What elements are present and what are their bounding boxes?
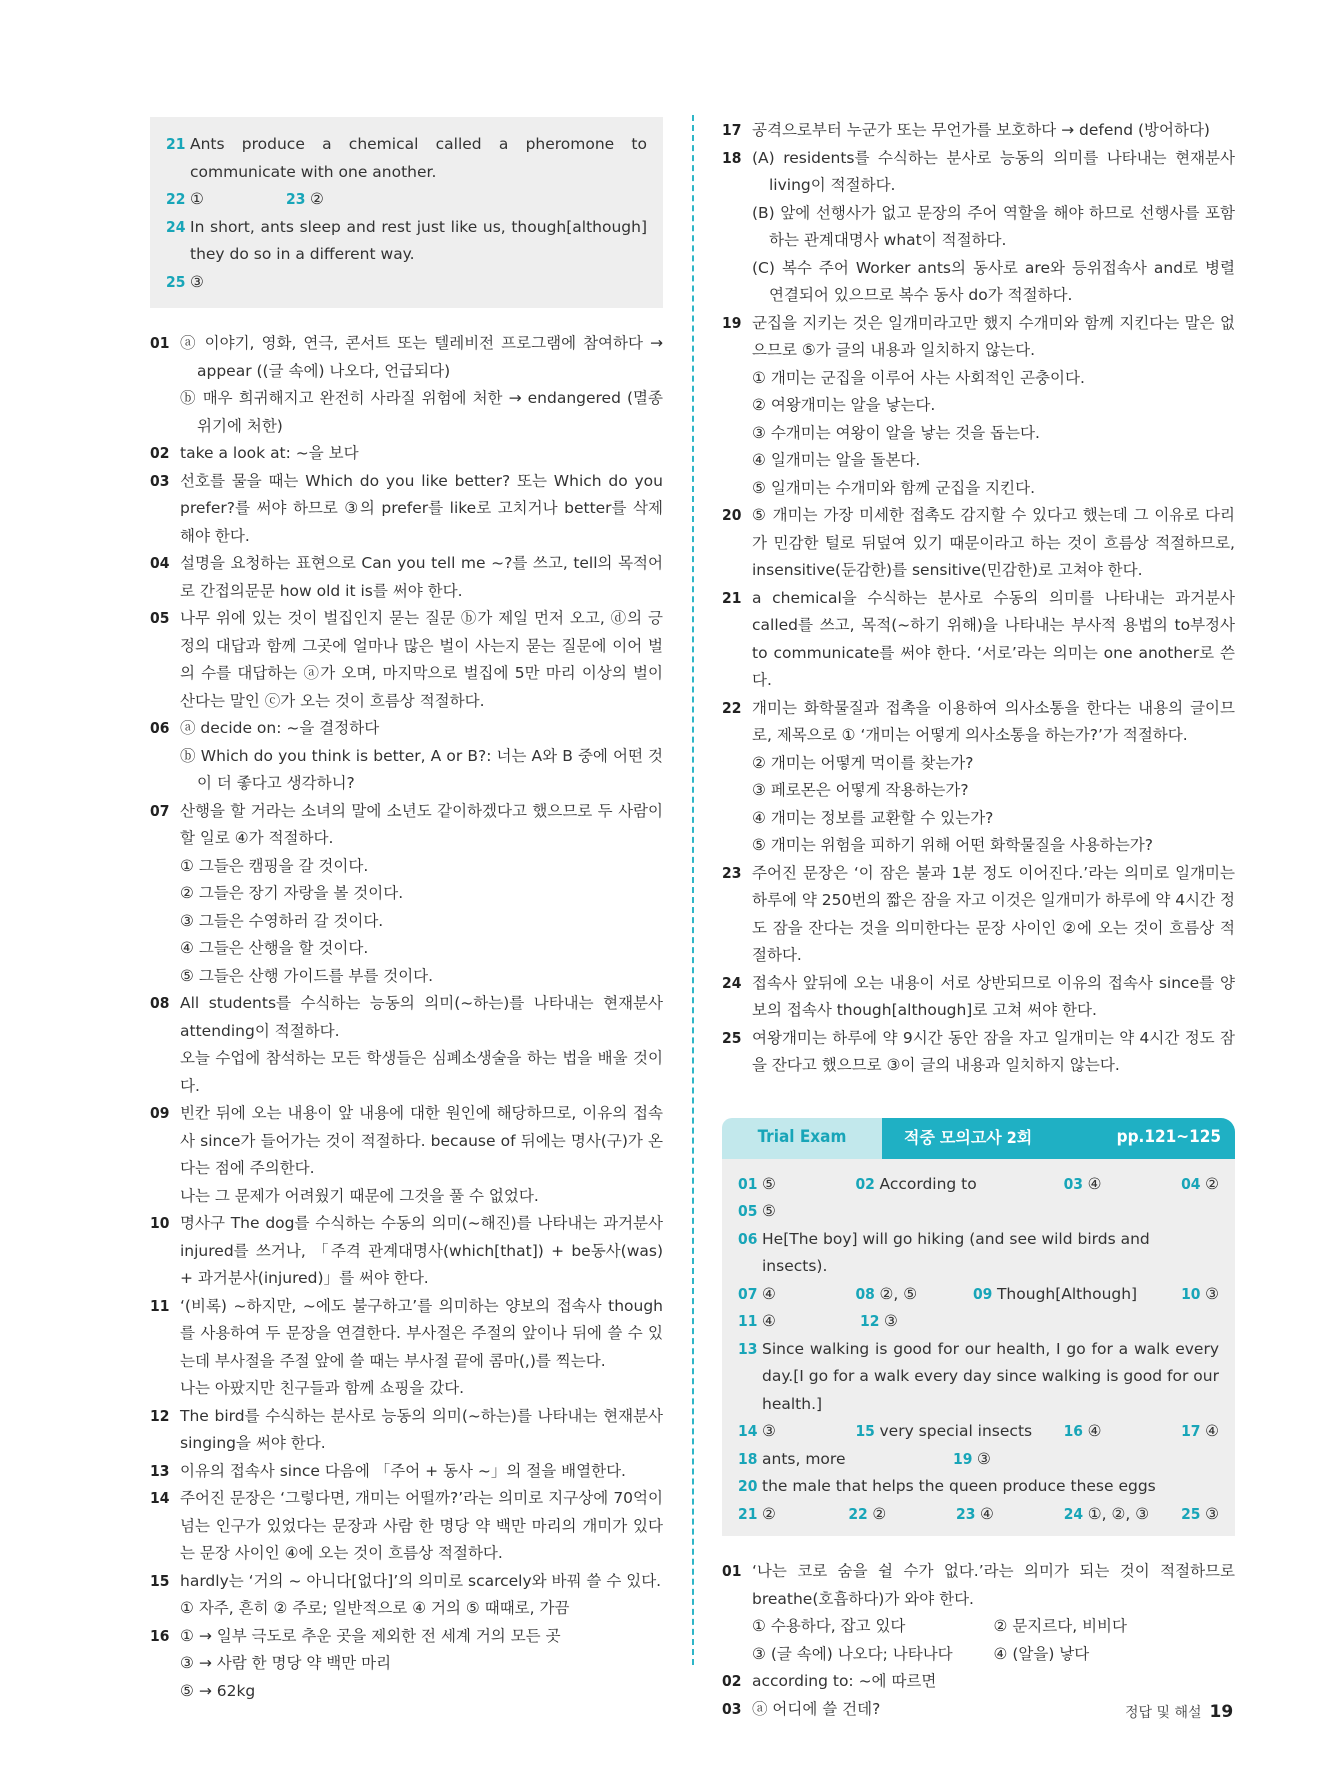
explanation-13	[150, 1458, 663, 1486]
item-number: 04	[150, 554, 170, 572]
explanation-03	[150, 468, 663, 551]
item-number: 03	[722, 1699, 742, 1718]
answer-number: 13	[738, 1339, 758, 1358]
left-column	[150, 117, 663, 1705]
explanation-11	[150, 1293, 663, 1403]
explanation-text: 주어진 문장은 ‘그렇다면, 개미는 어떨까?’라는 의미로 지구상에 70억이 넘는 인구가 있었다는 문장과 사람 한 명당 약 백만 마리의 개미가 있다는 문장 사이인 ④에 오는 것이 흐름상 적절하다.	[180, 1489, 663, 1562]
answer-number: 19	[953, 1449, 973, 1468]
option-line: ② 개미는 어떻게 먹이를 찾는가?	[752, 753, 974, 772]
trial-answer-row	[738, 1473, 1219, 1501]
trial-answer-15	[855, 1418, 1063, 1446]
answer-number: 01	[738, 1174, 758, 1193]
explanation-line: (A) residents를 수식하는 분사로 능동의 의미를 나타내는 현재분사 living이 적절하다.	[752, 148, 1235, 194]
answer-text: Ants produce a chemical called a pheromone to communicate with one another.	[190, 135, 647, 181]
translation-line: 나는 그 문제가 어려웠기 때문에 그것을 풀 수 없었다.	[180, 1186, 539, 1205]
item-number: 16	[150, 1626, 170, 1645]
answer-value: ③	[977, 1449, 991, 1468]
trial-answer-03	[1064, 1171, 1181, 1199]
option-line: ① → 일부 극도로 추운 곳을 제외한 전 세계 거의 모든 곳	[180, 1626, 561, 1645]
trial-explanation-01	[722, 1558, 1235, 1668]
trial-answer-14	[738, 1418, 855, 1446]
explanation-05	[150, 605, 663, 715]
trial-answer-row	[738, 1281, 1219, 1309]
answer-value: ③	[884, 1312, 898, 1330]
explanation-06	[150, 715, 663, 798]
explanation-15	[150, 1568, 663, 1623]
answer-value: ②	[762, 1504, 776, 1523]
answer-number: 14	[738, 1422, 758, 1440]
answer-number: 25	[1181, 1504, 1201, 1523]
trial-exam-header	[722, 1118, 1235, 1159]
page-number: 19	[1209, 1702, 1234, 1722]
trial-answer-row	[738, 1336, 1219, 1419]
translation-line: 오늘 수업에 참석하는 모든 학생들은 심폐소생술을 하는 법을 배울 것이다.	[180, 1049, 663, 1095]
option-line: ③ 그들은 수영하러 갈 것이다.	[180, 911, 384, 930]
explanation-25	[722, 1025, 1235, 1080]
answer-number: 10	[1181, 1284, 1201, 1303]
summary-answer-24	[166, 214, 647, 269]
explanation-text: 명사구 The dog를 수식하는 수동의 의미(~해진)를 나타내는 과거분사 injured를 쓰거나, 「주격 관계대명사(which[that]) + be동사(was) + 과거분사(injured)」를 써야 한다.	[180, 1214, 663, 1287]
item-number: 13	[150, 1461, 170, 1480]
answer-summary-box	[150, 117, 663, 308]
explanation-08	[150, 990, 663, 1100]
trial-answer-box	[722, 1159, 1235, 1537]
explanation-line: ⓐ decide on: ~을 결정하다	[180, 719, 380, 737]
item-number: 18	[722, 148, 742, 167]
explanation-text: 주어진 문장은 ‘이 잠은 불과 1분 정도 이어진다.’라는 의미로 일개미는 하루에 약 250번의 짧은 잠을 자고 이것은 일개미가 하루에 약 4시간 정도 잠을 잔다는 것을 의미한다는 문장 사이인 ②에 오는 것이 흐름상 적절하다.	[752, 863, 1235, 964]
answer-number: 21	[166, 135, 186, 153]
answer-number: 22	[166, 190, 186, 208]
item-number: 14	[150, 1489, 170, 1507]
answer-value: He[The boy] will go hiking (and see wild birds and insects).	[762, 1229, 1150, 1275]
explanation-10	[150, 1210, 663, 1293]
trial-answer-04	[1181, 1171, 1219, 1199]
answer-number: 24	[1063, 1504, 1084, 1523]
column-divider	[692, 115, 694, 1665]
trial-exam-pages: pp.121~125	[1116, 1127, 1221, 1148]
option-line: ⑤ 그들은 산행 가이드를 부를 것이다.	[180, 966, 434, 985]
option-line: ② 그들은 장기 자랑을 볼 것이다.	[180, 884, 404, 902]
answer-number: 22	[848, 1504, 868, 1523]
option-line: ⑤ 일개미는 수개미와 함께 군집을 지킨다.	[752, 478, 1036, 497]
option-line: ② 문지르다, 비비다	[993, 1617, 1127, 1635]
explanation-line: ⓑ Which do you think is better, A or B?: 너는 A와 B 중에 어떤 것이 더 좋다고 생각하니?	[180, 746, 663, 792]
explanation-09	[150, 1100, 663, 1210]
explanation-text: take a look at: ~을 보다	[180, 444, 359, 462]
trial-answer-24	[1064, 1501, 1181, 1529]
explanation-text: a chemical을 수식하는 분사로 수동의 의미를 나타내는 과거분사 called를 쓰고, 목적(~하기 위해)을 나타내는 부사적 용법의 to부정사 to communicate를 써야 한다. ‘서로’라는 의미는 one another로 쓴다.	[752, 588, 1235, 689]
trial-answer-row	[738, 1501, 1219, 1529]
summary-answer-25	[166, 269, 647, 297]
answer-number: 05	[738, 1202, 758, 1220]
item-number: 08	[150, 994, 170, 1012]
explanation-line: (B) 앞에 선행사가 없고 문장의 주어 역할을 해야 하므로 선행사를 포함하는 관계대명사 what이 적절하다.	[752, 203, 1235, 249]
explanation-text: The bird를 수식하는 분사로 능동의 의미(~하는)를 나타내는 현재분사 singing을 써야 한다.	[180, 1406, 663, 1452]
trial-answer-11	[738, 1308, 860, 1336]
answer-text: In short, ants sleep and rest just like us, though[although] they do so in a different way.	[190, 217, 647, 263]
trial-answer-02	[855, 1171, 1063, 1199]
explanation-text: ⓐ 어디에 쓸 건데?	[752, 1699, 881, 1718]
explanation-text: 설명을 요청하는 표현으로 Can you tell me ~?를 쓰고, tell의 목적어로 간접의문문 how old it is를 써야 한다.	[180, 554, 663, 600]
explanation-14	[150, 1485, 663, 1568]
answer-value: ④	[1087, 1174, 1102, 1193]
answer-number: 20	[738, 1477, 758, 1495]
answer-number: 15	[855, 1422, 875, 1440]
answer-number: 07	[738, 1284, 758, 1303]
item-number: 12	[150, 1406, 170, 1425]
item-number: 07	[150, 801, 170, 820]
item-number: 11	[150, 1296, 170, 1315]
option-line: ④ (알을) 낳다	[993, 1644, 1090, 1663]
explanation-01	[150, 330, 663, 440]
trial-exam-title: 적중 모의고사 2회	[904, 1128, 1033, 1148]
trial-exam-label: Trial Exam	[722, 1118, 882, 1159]
explanation-02	[150, 440, 663, 468]
item-number: 21	[722, 588, 742, 607]
answer-number: 17	[1181, 1422, 1201, 1440]
item-number: 01	[150, 334, 170, 352]
trial-answer-row	[738, 1308, 1219, 1336]
item-number: 09	[150, 1104, 170, 1122]
answer-value: ①, ②, ③	[1087, 1504, 1150, 1523]
option-line: ② 여왕개미는 알을 낳는다.	[752, 396, 936, 414]
trial-exam-title-bar	[882, 1118, 1235, 1159]
trial-answer-05	[738, 1198, 776, 1226]
trial-answer-row	[738, 1226, 1219, 1281]
explanation-20	[722, 502, 1235, 585]
trial-answer-22	[848, 1501, 956, 1529]
option-line: ① 개미는 군집을 이루어 사는 사회적인 곤충이다.	[752, 368, 1085, 387]
explanation-04	[150, 550, 663, 605]
explanation-19	[722, 310, 1235, 503]
trial-answer-row	[738, 1198, 1219, 1226]
option-line: ③ → 사람 한 명당 약 백만 마리	[180, 1654, 392, 1672]
answer-value: ④	[762, 1312, 776, 1330]
answer-number: 18	[738, 1449, 758, 1468]
answer-value: ③	[190, 272, 204, 291]
explanation-text: 여왕개미는 하루에 약 9시간 동안 잠을 자고 일개미는 약 4시간 정도 잠을 잔다고 했으므로 ③이 글의 내용과 일치하지 않는다.	[752, 1028, 1235, 1074]
answer-number: 12	[860, 1312, 880, 1330]
explanation-line: ⓐ 이야기, 영화, 연극, 콘서트 또는 텔레비전 프로그램에 참여하다 → appear ((글 속에) 나오다, 언급되다)	[180, 334, 663, 380]
item-number: 02	[722, 1672, 742, 1690]
item-number: 10	[150, 1214, 170, 1232]
trial-answer-23	[956, 1501, 1064, 1529]
answer-value: According to	[879, 1174, 977, 1193]
item-number: 15	[150, 1571, 170, 1590]
item-number: 24	[722, 973, 742, 992]
explanation-24	[722, 970, 1235, 1025]
explanation-text: 이유의 접속사 since 다음에 「주어 + 동사 ~」의 절을 배열한다.	[180, 1461, 626, 1480]
trial-answer-18	[738, 1446, 953, 1474]
translation-line: 나는 아팠지만 친구들과 함께 쇼핑을 갔다.	[180, 1379, 465, 1397]
trial-answer-row	[738, 1171, 1219, 1199]
answer-number: 25	[166, 272, 186, 291]
option-line: ⑤ → 62kg	[180, 1681, 256, 1700]
answer-value: very special insects	[879, 1422, 1033, 1440]
explanation-17	[722, 117, 1235, 145]
explanation-07	[150, 798, 663, 991]
answer-value: the male that helps the queen produce these eggs	[762, 1477, 1156, 1495]
answer-value: ④	[762, 1284, 776, 1303]
answer-value: ②, ⑤	[879, 1284, 918, 1303]
page-footer	[1125, 1702, 1233, 1722]
explanation-text: 빈칸 뒤에 오는 내용이 앞 내용에 대한 원인에 해당하므로, 이유의 접속사 since가 들어가는 것이 적절하다. because of 뒤에는 명사(구)가 온다는 점에 주의한다.	[180, 1104, 663, 1177]
answer-number: 16	[1063, 1422, 1083, 1440]
trial-answer-25	[1181, 1501, 1219, 1529]
answer-number: 24	[166, 217, 186, 236]
answer-value: ④	[1087, 1422, 1102, 1440]
trial-answer-17	[1181, 1418, 1219, 1446]
explanation-text: 공격으로부터 누군가 또는 무언가를 보호하다 → defend (방어하다)	[752, 121, 1210, 139]
option-row	[752, 1641, 1235, 1669]
answer-value: ②	[310, 190, 324, 208]
explanation-text: All students를 수식하는 능동의 의미(~하는)를 나타내는 현재분사 attending이 적절하다.	[180, 994, 663, 1040]
item-number: 05	[150, 609, 170, 627]
item-number: 22	[722, 698, 742, 717]
item-number: 17	[722, 121, 742, 139]
answer-number: 23	[956, 1504, 976, 1523]
item-number: 23	[722, 863, 742, 882]
explanation-text: 접속사 앞뒤에 오는 내용이 서로 상반되므로 이유의 접속사 since를 양보의 접속사 though[although]로 고쳐 써야 한다.	[752, 973, 1235, 1019]
explanation-line: ⓑ 매우 희귀해지고 완전히 사라질 위험에 처한 → endangered (멸종 위기에 처한)	[180, 389, 663, 435]
explanation-text: ‘나는 코로 숨을 쉴 수가 없다.’라는 의미가 되는 것이 적절하므로 breathe(호흡하다)가 와야 한다.	[752, 1562, 1235, 1608]
explanation-21	[722, 585, 1235, 695]
answer-value: ②	[1205, 1174, 1219, 1193]
answer-value: ③	[1205, 1284, 1219, 1303]
item-number: 19	[722, 313, 742, 332]
trial-answer-09	[973, 1281, 1181, 1309]
summary-answer-22	[166, 186, 286, 214]
answer-number: 03	[1063, 1174, 1083, 1193]
explanation-line: (C) 복수 주어 Worker ants의 동사로 are와 등위접속사 and로 병렬 연결되어 있으므로 복수 동사 do가 적절하다.	[752, 258, 1235, 304]
explanation-text: according to: ~에 따르면	[752, 1672, 937, 1690]
item-number: 25	[722, 1028, 742, 1047]
explanation-22	[722, 695, 1235, 860]
item-number: 06	[150, 719, 170, 737]
item-number: 01	[722, 1562, 742, 1580]
answer-value: ③	[1205, 1504, 1219, 1523]
explanation-16	[150, 1623, 663, 1706]
option-line: ③ (글 속에) 나오다; 나타나다	[752, 1644, 953, 1663]
explanation-text: 군집을 지키는 것은 일개미라고만 했지 수개미와 함께 지킨다는 말은 없으므로 ⑤가 글의 내용과 일치하지 않는다.	[752, 313, 1235, 359]
summary-answer-21	[166, 131, 647, 186]
trial-answer-13	[738, 1336, 1219, 1419]
option-line: ⑤ 개미는 위험을 피하기 위해 어떤 화학물질을 사용하는가?	[752, 836, 1153, 854]
explanation-23	[722, 860, 1235, 970]
trial-answer-20	[738, 1473, 1156, 1501]
item-number: 02	[150, 444, 170, 462]
answer-number: 23	[286, 190, 306, 208]
trial-answer-19	[953, 1446, 991, 1474]
answer-value: ④	[1205, 1422, 1219, 1440]
explanation-12	[150, 1403, 663, 1458]
option-line: ① 그들은 캠핑을 갈 것이다.	[180, 856, 369, 875]
option-line: ③ 페로몬은 어떻게 작용하는가?	[752, 781, 969, 799]
trial-answer-12	[860, 1308, 898, 1336]
answer-number: 11	[738, 1312, 758, 1330]
option-line: ③ 수개미는 여왕이 알을 낳는 것을 돕는다.	[752, 423, 1040, 442]
right-column	[722, 117, 1235, 1723]
explanation-text: ‘(비록) ~하지만, ~에도 불구하고’를 의미하는 양보의 접속사 though를 사용하여 두 문장을 연결한다. 부사절은 주절의 앞이나 뒤에 쓸 수 있는데 부사절을 주절 앞에 쓸 때는 부사절 끝에 콤마(,)를 찍는다.	[180, 1296, 663, 1370]
trial-answer-06	[738, 1226, 1219, 1281]
explanation-text: 나무 위에 있는 것이 벌집인지 묻는 질문 ⓑ가 제일 먼저 오고, ⓓ의 긍정의 대답과 함께 그곳에 얼마나 많은 벌이 사는지 묻는 질문에 이어 벌의 수를 대답하는 ⓐ가 오며, 마지막으로 벌집에 5만 마리 이상의 벌이 산다는 말인 ⓒ가 오는 것이 흐름상 적절하다.	[180, 609, 663, 710]
trial-answer-10	[1181, 1281, 1219, 1309]
answer-value: ants, more	[762, 1449, 846, 1468]
trial-answer-row	[738, 1418, 1219, 1446]
answer-value: ③	[762, 1422, 776, 1440]
answer-value: ⑤	[762, 1202, 776, 1220]
answer-number: 02	[855, 1174, 875, 1193]
option-row	[752, 1613, 1235, 1641]
trial-answer-01	[738, 1171, 855, 1199]
explanation-text: 선호를 물을 때는 Which do you like better? 또는 Which do you prefer?를 써야 하므로 ③의 prefer를 like로 고치거나 better를 삭제해야 한다.	[180, 471, 663, 545]
answer-value: ①	[190, 190, 204, 208]
option-line: ④ 그들은 산행을 할 것이다.	[180, 939, 369, 957]
answer-number: 09	[972, 1284, 993, 1303]
answer-value: ④	[980, 1504, 994, 1523]
answer-value: ⑤	[762, 1174, 776, 1193]
option-line: ④ 개미는 정보를 교환할 수 있는가?	[752, 808, 994, 827]
trial-answer-21	[738, 1501, 848, 1529]
explanation-text: 개미는 화학물질과 접촉을 이용하여 의사소통을 한다는 내용의 글이므로, 제목으로 ① ‘개미는 어떻게 의사소통을 하는가?’가 적절하다.	[752, 698, 1235, 744]
answer-value: ②	[872, 1504, 887, 1523]
option-line: ① 수용하다, 잡고 있다	[752, 1617, 906, 1635]
trial-answer-16	[1064, 1418, 1181, 1446]
footer-label: 정답 및 해설	[1125, 1705, 1202, 1721]
summary-answer-23	[286, 186, 406, 214]
summary-row-22-23	[166, 186, 647, 214]
explanation-18	[722, 145, 1235, 310]
item-number: 20	[722, 506, 742, 524]
answer-number: 06	[738, 1229, 758, 1248]
trial-answer-row	[738, 1446, 1219, 1474]
answer-number: 08	[855, 1284, 875, 1303]
option-line: ① 자주, 흔히 ② 주로; 일반적으로 ④ 거의 ⑤ 때때로, 가끔	[180, 1599, 570, 1617]
option-line: ④ 일개미는 알을 돌본다.	[752, 451, 921, 469]
explanation-text: hardly는 ‘거의 ~ 아니다[없다]’의 의미로 scarcely와 바꿔 쓸 수 있다.	[180, 1571, 662, 1590]
explanation-text: 산행을 할 거라는 소녀의 말에 소년도 같이하겠다고 했으므로 두 사람이 할 일로 ④가 적절하다.	[180, 801, 663, 847]
trial-explanation-02	[722, 1668, 1235, 1696]
item-number: 03	[150, 471, 170, 490]
explanation-text: ⑤ 개미는 가장 미세한 접촉도 감지할 수 있다고 했는데 그 이유로 다리가 민감한 털로 뒤덮여 있기 때문이라고 하는 것이 흐름상 적절하므로, insensitive(둔감한)를 sensitive(민감한)로 고쳐야 한다.	[752, 506, 1235, 579]
trial-answer-08	[855, 1281, 972, 1309]
answer-value: Though[Although]	[996, 1284, 1138, 1303]
answer-number: 21	[738, 1504, 758, 1523]
answer-number: 04	[1181, 1174, 1201, 1193]
answer-value: Since walking is good for our health, I go for a walk every day.[I go for a walk every day since walking is good for our health.]	[762, 1339, 1219, 1413]
trial-answer-07	[738, 1281, 855, 1309]
